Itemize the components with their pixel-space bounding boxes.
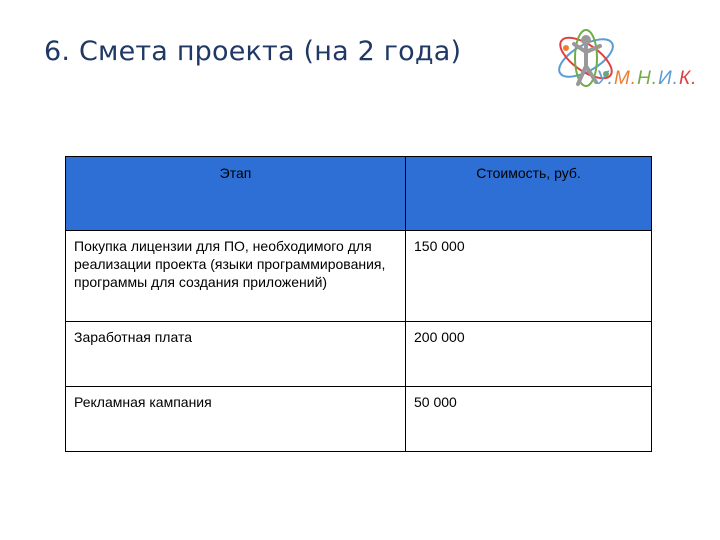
logo-dot-orange xyxy=(563,45,569,51)
umnik-logo xyxy=(548,18,708,108)
slide-title: 6. Смета проекта (на 2 года) xyxy=(44,36,462,67)
table-row xyxy=(66,322,652,387)
cell-cost: 200 000 xyxy=(406,322,652,387)
header-cost: Стоимость, руб. xyxy=(406,157,652,231)
cell-cost: 150 000 xyxy=(406,231,652,322)
table-header-row xyxy=(66,157,652,231)
cell-stage: Рекламная кампания xyxy=(66,387,406,452)
cell-stage: Покупка лицензии для ПО, необходимого для реализации проекта (языки программирования, программы для создания приложений) xyxy=(66,231,406,322)
logo-head xyxy=(581,35,591,45)
cell-stage: Заработная плата xyxy=(66,322,406,387)
cell-cost: 50 000 xyxy=(406,387,652,452)
header-stage: Этап xyxy=(66,157,406,231)
table-row xyxy=(66,231,652,322)
table-row xyxy=(66,387,652,452)
logo-text: У.М.Н.И.К. xyxy=(596,68,698,89)
budget-table xyxy=(65,156,652,452)
